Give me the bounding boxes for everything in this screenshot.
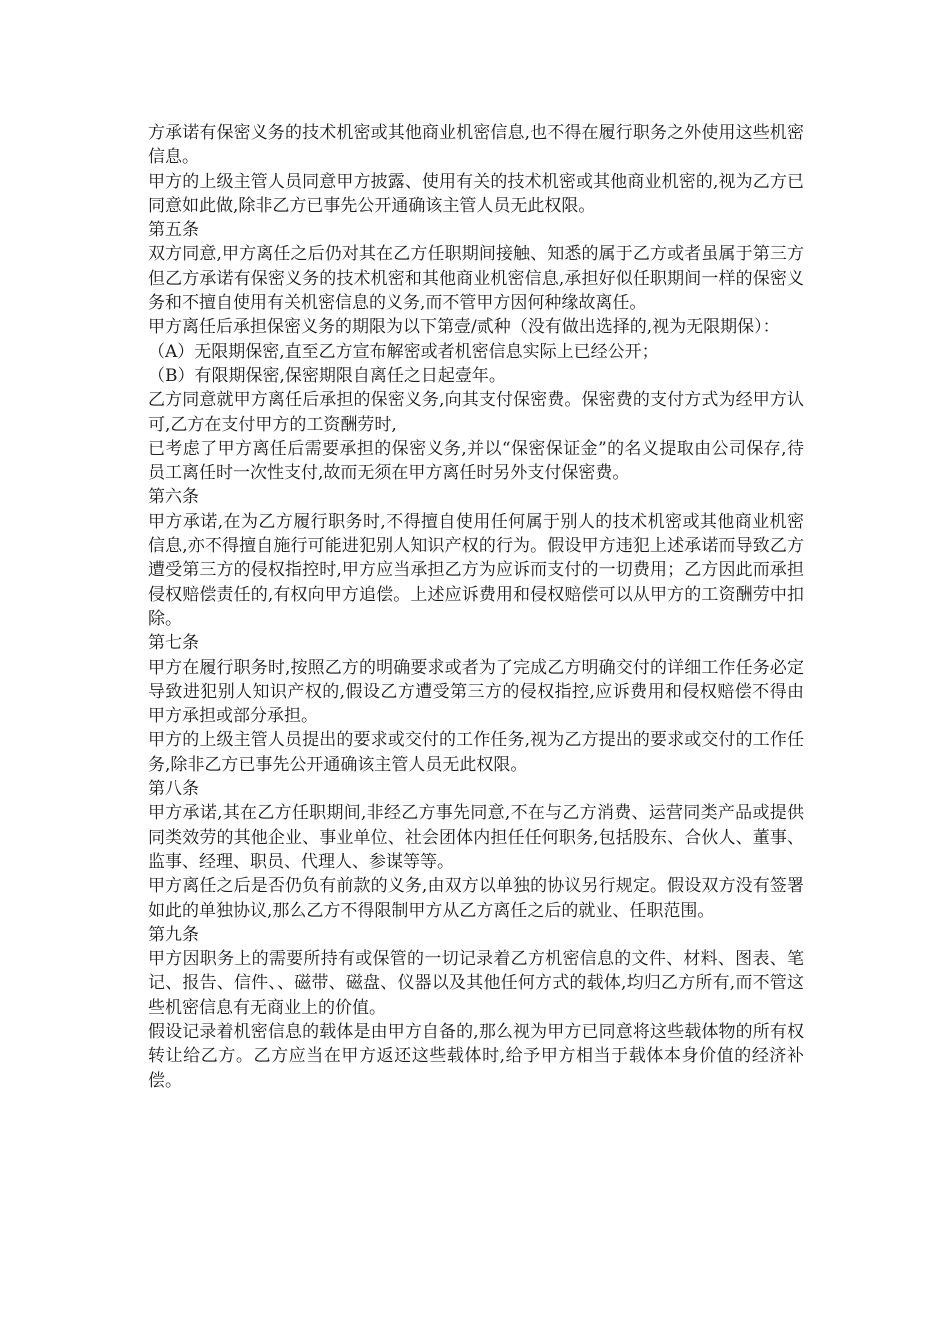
paragraph-8: 甲方在履行职务时,按照乙方的明确要求或者为了完成乙方明确交付的详细工作任务必定导致进犯别人知识产权的,假设乙方遭受第三方的侵权指控,应诉费用和侵权赔偿不得由甲方承担或部分承担。 [148, 657, 804, 727]
article-heading-9: 第九条 [148, 924, 199, 945]
option-b: （B）有限期保密,保密期限自离任之日起壹年。 [148, 365, 506, 386]
paragraph-2: 甲方的上级主管人员同意甲方披露、使用有关的技术机密或其他商业机密的,视为乙方已同意如此做,除非乙方已事先公开通确该主管人员无此权限。 [148, 171, 804, 216]
paragraph-13: 假设记录着机密信息的载体是由甲方自备的,那么视为甲方已同意将这些载体物的所有权转让给乙方。乙方应当在甲方返还这些载体时,给予甲方相当于载体本身价值的经济补偿。 [148, 1021, 804, 1091]
article-heading-6: 第六条 [148, 487, 199, 508]
paragraph-4: 甲方离任后承担保密义务的期限为以下第壹/贰种（没有做出选择的,视为无限期保）： [148, 317, 780, 338]
option-a: （A）无限期保密,直至乙方宣布解密或者机密信息实际上已经公开； [148, 341, 659, 362]
paragraph-5: 乙方同意就甲方离任后承担的保密义务,向其支付保密费。保密费的支付方式为经甲方认可,乙方在支付甲方的工资酬劳时, [148, 390, 804, 435]
paragraph-12: 甲方因职务上的需要所持有或保管的一切记录着乙方机密信息的文件、材料、图表、笔记、报告、信件、、磁带、磁盘、仪器以及其他任何方式的载体,均归乙方所有,而不管这些机密信息有无商业上的价值。 [148, 949, 804, 1018]
paragraph-7: 甲方承诺,在为乙方履行职务时,不得擅自使用任何属于别人的技术机密或其他商业机密信息,亦不得擅自施行可能进犯别人知识产权的行为。假设甲方违犯上述承诺而导致乙方遭受第三方的侵权指控时,甲方应当承担乙方为应诉而支付的一切费用；乙方因此而承担侵权赔偿责任的,有权向甲方追偿。上述应诉费用和侵权赔偿可以从甲方的工资酬劳中扣除。 [148, 511, 804, 629]
article-heading-8: 第八条 [148, 779, 199, 800]
paragraph-6: 已考虑了甲方离任后需要承担的保密义务,并以“保密保证金”的名义提取由公司保存,待员工离任时一次性支付,故而无须在甲方离任时另外支付保密费。 [148, 438, 804, 484]
paragraph-1: 方承诺有保密义务的技术机密或其他商业机密信息,也不得在履行职务之外使用这些机密信息。 [148, 123, 804, 168]
paragraph-9: 甲方的上级主管人员提出的要求或交付的工作任务,视为乙方提出的要求或交付的工作任务,除非乙方已事先公开通确该主管人员无此权限。 [148, 730, 804, 775]
paragraph-11: 甲方离任之后是否仍负有前款的义务,由双方以单独的协议另行规定。假设双方没有签署如此的单独协议,那么乙方不得限制甲方从乙方离任之后的就业、任职范围。 [148, 876, 804, 921]
paragraph-10: 甲方承诺,其在乙方任职期间,非经乙方事先同意,不在与乙方消费、运营同类产品或提供同类效劳的其他企业、事业单位、社会团体内担任任何职务,包括股东、合伙人、董事、监事、经理、职员、代理人、参谋等等。 [148, 803, 804, 872]
article-heading-7: 第七条 [148, 633, 199, 654]
document-page [148, 121, 804, 1093]
article-heading-5: 第五条 [148, 220, 199, 241]
paragraph-3: 双方同意,甲方离任之后仍对其在乙方任职期间接触、知悉的属于乙方或者虽属于第三方但乙方承诺有保密义务的技术机密和其他商业机密信息,承担好似任职期间一样的保密义务和不擅自使用有关机密信息的义务,而不管甲方因何种缘故离任。 [148, 244, 804, 314]
